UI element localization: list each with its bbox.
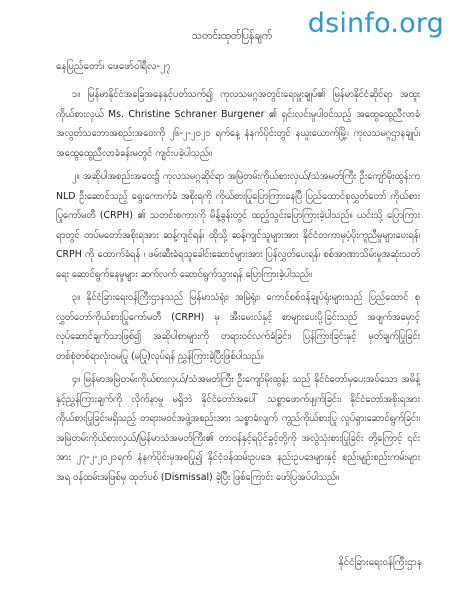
document-title: သတင်းထုတ်ပြန်ချက် — [191, 30, 273, 42]
paragraph-number: ၃။ — [72, 292, 81, 303]
paragraph-number: ၁။ — [72, 89, 81, 100]
paragraph-text: အဆိုပါအစည်းအဝေး၌ ကုလသမဂ္ဂဆိုင်ရာ အမြဲတမ်းကိုယ်စားလှယ်/သံအမတ်ကြီး ဦးကျော်မိုးထွန်းက NLD ဦးဆောင်သည့် ရွေးကောက်ခံ အစိုးရကို ကိုယ်စားပြုပြောကြားနေပြီ ပြည်ထောင်စုလွှတ်တော် ကိုယ်စားပြုကော်မတီ (CRPH) ၏ သတင်းစကားကို မိန့်ခွန်းတွင် ထည့်သွင်းပြောကြားခဲ့ပါသည်။ ယင်းသို့ ပြောကြားရာတွင် တပ်မတော်အစိုးရအား ဆန့်ကျင်ရန်၊ ထိုသို့ ဆန့်ကျင်သူများအား နိုင်ငံတကာမှပံ့ပိုးကူညီမှုများပေးရန်၊ CRPH ကို ထောက်ခံရန် ၊ ဖမ်းဆီးခံရသူခေါင်းဆောင်များအား ပြန်လွှတ်ပေးရန်၊ စစ်အာဏာသိမ်းမှုအဆုံးသတ်ရေး ဆောင်ရွက်နေမှုများ ဆက်လက် ဆောင်ရွက်သွားရန် ပြောကြားခဲ့ပါသည်။ — [56, 171, 421, 280]
paragraph-4 — [56, 370, 420, 487]
dateline: နေပြည်တော်၊ ဖေဖော်ဝါရီလ-၂၇ — [56, 61, 171, 72]
paragraph-number: ၄။ — [72, 374, 81, 385]
paragraph-1 — [56, 85, 420, 163]
paragraph-number: ၂။ — [72, 171, 80, 182]
paragraph-text: နိုင်ငံခြားရေးဝန်ကြီးဌာနသည် မြန်မာသံရုံး၊ အမြဲရုံး၊ ကောင်စစ်ဝန်ချုပ်ရုံးများသည် ပြည်ထောင် စုလွှတ်တော်ကိုယ်စားပြုကော်မတီ (CRPH) မှ အီးမေးလ်နှင့် စာများပေးပို့ခြင်းသည် အဖျက်အမှောင့် လုပ်ဆောင်ချက်သာဖြစ်၍ အဆိုပါစာများကို တရားဝင်လက်ခံခြင်း၊ ပြန်ကြားခြင်းနှင့် မှတ်ချက်ပြုခြင်း တစ်စုံတစ်ရာလုံးဝမပြု (မပြု)လုပ်ရန် ညွှန်ကြားခဲ့ပြီးဖြစ်ပါသည်။ — [56, 292, 421, 362]
paragraph-text: မြန်မာနိုင်ငံအခြေအနေနှင့်ပတ်သက်၍ ကုလသမဂ္ဂအတွင်းရေးမှူးချုပ်၏ မြန်မာနိုင်ငံဆိုင်ရာ အထူးကိုယ်စားလှယ် Ms. Christine Schraner Burgener ၏ ရှင်းလင်းမှုပါဝင်သည့် အထွေထွေညီလာခံ အလွတ်သဘောအစည်းအဝေးကို ၂၆-၂-၂၀၂၁ ရက်နေ့ နံနက်ပိုင်းတွင် နယူးယောက်မြို့၊ ကုလသမဂ္ဂဌာနချုပ်၊ အထွေထွေညီလာခံခန်းမတွင် ကျင်းပခဲ့ပါသည်။ — [56, 89, 420, 159]
paragraph-3 — [56, 288, 420, 366]
issuing-ministry: နိုင်ငံခြားရေးဝန်ကြီးဌာန — [338, 557, 422, 568]
document-body — [56, 85, 420, 491]
paragraph-2 — [56, 167, 420, 284]
site-watermark: dsinfo.org — [307, 8, 444, 39]
paragraph-text: မြန်မာအမြဲတမ်းကိုယ်စားလှယ်/သံအမတ်ကြီး ဦးကျော်မိုးထွန်း သည် နိုင်ငံတော်မှပေးအပ်သော အမိန့်နှင့်ညွှန်ကြားချက်ကို လိုက်နာမှု မရှိဘဲ နိုင်ငံတော်အပေါ် သစ္စာဖောက်ဖျက်ခြင်း၊ နိုင်ငံတော်အစိုးရအား ကိုယ်စားပြုခြင်းမရှိသည့် တရားမဝင်အဖွဲ့အစည်းအား သစ္စာခံလျက် ကွည်ကိုယ်စားပြု လှုပ်ရှားဆောင်ရွက်ခြင်း၊ အမြဲတမ်းကိုယ်စားလှယ်/မြန်မာသံအမတ်ကြီး၏ တာဝန်နှင့်ရပိုင်ခွင့်တို့ကို အလွဲသုံးစားပြုခြင်း တို့ကြောင့် ၎င်းအား ၂၇-၂-၂၀၂၁ရက် နံနက်ပိုင်းမှအစပြု၍ နိုင်ငံ့ဝန်ထမ်းဥပဒေ၊ နည်းဥပဒေများနှင့် စည်းမျဉ်းစည်းကမ်းများအရ ဝန်ထမ်းအဖြစ်မှ ထုတ်ပစ် (Dismissal) ခဲ့ပြီး ဖြစ်ကြောင်း ဖော်ပြအပ်ပါသည်။ — [56, 374, 420, 483]
